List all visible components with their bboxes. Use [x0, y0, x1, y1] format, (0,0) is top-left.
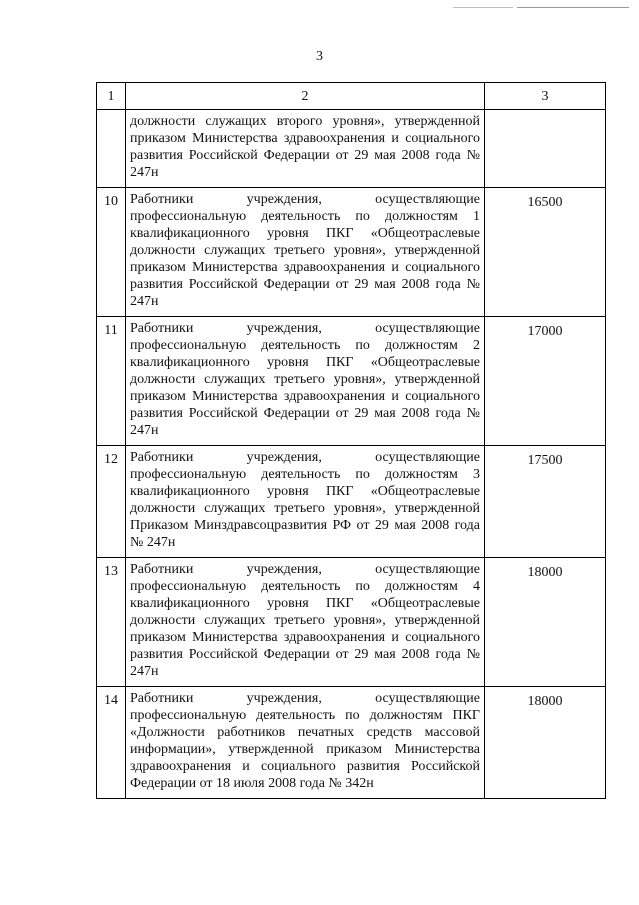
position-description: Работники учреждения, осуществляющие профессиональную деятельность по должностям 1 квалификационного уровня ПКГ «Общеотраслевые должности служащих третьего уровня», утвержденной приказом Министерства здравоохранения и социального развития Российской Федерации от 29 мая 2008 года № 247н — [126, 188, 485, 317]
row-number: 11 — [97, 317, 126, 446]
row-number — [97, 110, 126, 188]
table-row — [97, 446, 606, 558]
salary-value: 18000 — [485, 558, 606, 687]
row-number: 10 — [97, 188, 126, 317]
table-row — [97, 558, 606, 687]
table-row — [97, 110, 606, 188]
salary-value: 17000 — [485, 317, 606, 446]
salary-value: 17500 — [485, 446, 606, 558]
row-number: 12 — [97, 446, 126, 558]
position-description: Работники учреждения, осуществляющие профессиональную деятельность по должностям 4 квалификационного уровня ПКГ «Общеотраслевые должности служащих третьего уровня», утвержденной приказом Министерства здравоохранения и социального развития Российской Федерации от 29 мая 2008 года № 247н — [126, 558, 485, 687]
salary-table — [96, 82, 606, 799]
position-description: Работники учреждения, осуществляющие профессиональную деятельность по должностям ПКГ «Должности работников печатных средств массовой информации», утвержденной приказом Министерства здравоохранения и социального развития Российской Федерации от 18 июля 2008 года № 342н — [126, 687, 485, 799]
position-description: Работники учреждения, осуществляющие профессиональную деятельность по должностям 3 квалификационного уровня ПКГ «Общеотраслевые должности служащих третьего уровня», утвержденной Приказом Минздравсоцразвития РФ от 29 мая 2008 года № 247н — [126, 446, 485, 558]
column-header: 2 — [126, 83, 485, 110]
row-number: 14 — [97, 687, 126, 799]
table-row — [97, 317, 606, 446]
table-row — [97, 687, 606, 799]
salary-value: 16500 — [485, 188, 606, 317]
column-header: 3 — [485, 83, 606, 110]
salary-value: 18000 — [485, 687, 606, 799]
position-description: должности служащих второго уровня», утвержденной приказом Министерства здравоохранения и социального развития Российской Федерации от 29 мая 2008 года № 247н — [126, 110, 485, 188]
salary-value — [485, 110, 606, 188]
page-number: 3 — [316, 49, 323, 64]
table-row — [97, 188, 606, 317]
position-description: Работники учреждения, осуществляющие профессиональную деятельность по должностям 2 квалификационного уровня ПКГ «Общеотраслевые должности служащих третьего уровня», утвержденной приказом Министерства здравоохранения и социального развития Российской Федерации от 29 мая 2008 года № 247н — [126, 317, 485, 446]
table-header-row — [97, 83, 606, 110]
scan-edge-line — [517, 7, 629, 8]
scan-edge-line — [453, 7, 513, 8]
row-number: 13 — [97, 558, 126, 687]
column-header: 1 — [97, 83, 126, 110]
